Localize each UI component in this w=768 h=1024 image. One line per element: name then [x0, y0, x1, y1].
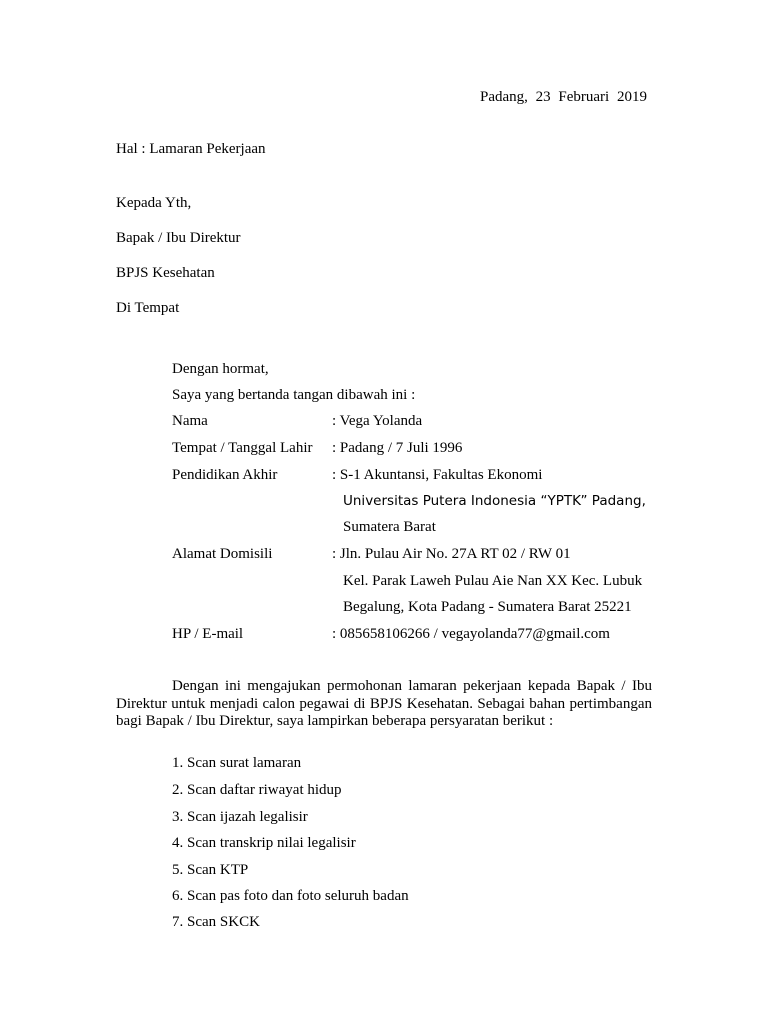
field-value-address-cont: Kel. Parak Laweh Pulau Aie Nan XX Kec. Lubuk	[343, 573, 643, 589]
field-value-name: : Vega Yolanda	[332, 413, 423, 429]
field-value-education: : S-1 Akuntansi, Fakultas Ekonomi	[332, 467, 543, 483]
body-paragraph: Dengan ini mengajukan permohonan lamaran pekerjaan kepada Bapak / Ibu Direktur untuk menjadi calon pegawai di BPJS Kesehatan. Sebagai bahan pertimbangan bagi Bapak / Ibu Direktur, saya lampirkan beberapa persyaratan berikut :	[116, 678, 652, 729]
requirement-item: 2. Scan daftar riwayat hidup	[172, 782, 342, 798]
field-label-name: Nama	[172, 413, 208, 429]
recipient-line: Bapak / Ibu Direktur	[116, 230, 241, 246]
field-label-education: Pendidikan Akhir	[172, 467, 278, 483]
field-label-birth: Tempat / Tanggal Lahir	[172, 440, 313, 456]
recipient-line: BPJS Kesehatan	[116, 265, 215, 281]
requirement-item: 3. Scan ijazah legalisir	[172, 809, 308, 825]
greeting: Dengan hormat,	[172, 361, 269, 377]
field-label-address: Alamat Domisili	[172, 546, 273, 562]
requirement-item: 6. Scan pas foto dan foto seluruh badan	[172, 888, 409, 904]
letter-date: Padang, 23 Februari 2019	[480, 89, 647, 105]
field-value-address-cont: Begalung, Kota Padang - Sumatera Barat 25221	[343, 599, 632, 615]
requirement-item: 1. Scan surat lamaran	[172, 755, 302, 771]
field-label-contact: HP / E-mail	[172, 626, 244, 642]
recipient-line: Kepada Yth,	[116, 195, 192, 211]
letter-subject: Hal : Lamaran Pekerjaan	[116, 141, 266, 157]
requirement-item: 5. Scan KTP	[172, 862, 249, 878]
requirement-item: 7. Scan SKCK	[172, 914, 260, 930]
intro-line: Saya yang bertanda tangan dibawah ini :	[172, 387, 416, 403]
field-value-birth: : Padang / 7 Juli 1996	[332, 440, 463, 456]
field-value-address: : Jln. Pulau Air No. 27A RT 02 / RW 01	[332, 546, 571, 562]
field-value-education-cont: Sumatera Barat	[343, 519, 436, 535]
recipient-line: Di Tempat	[116, 300, 180, 316]
field-value-contact: : 085658106266 / vegayolanda77@gmail.com	[332, 626, 610, 642]
requirement-item: 4. Scan transkrip nilai legalisir	[172, 835, 356, 851]
field-value-education-cont: Universitas Putera Indonesia “YPTK” Padang,	[343, 493, 646, 509]
